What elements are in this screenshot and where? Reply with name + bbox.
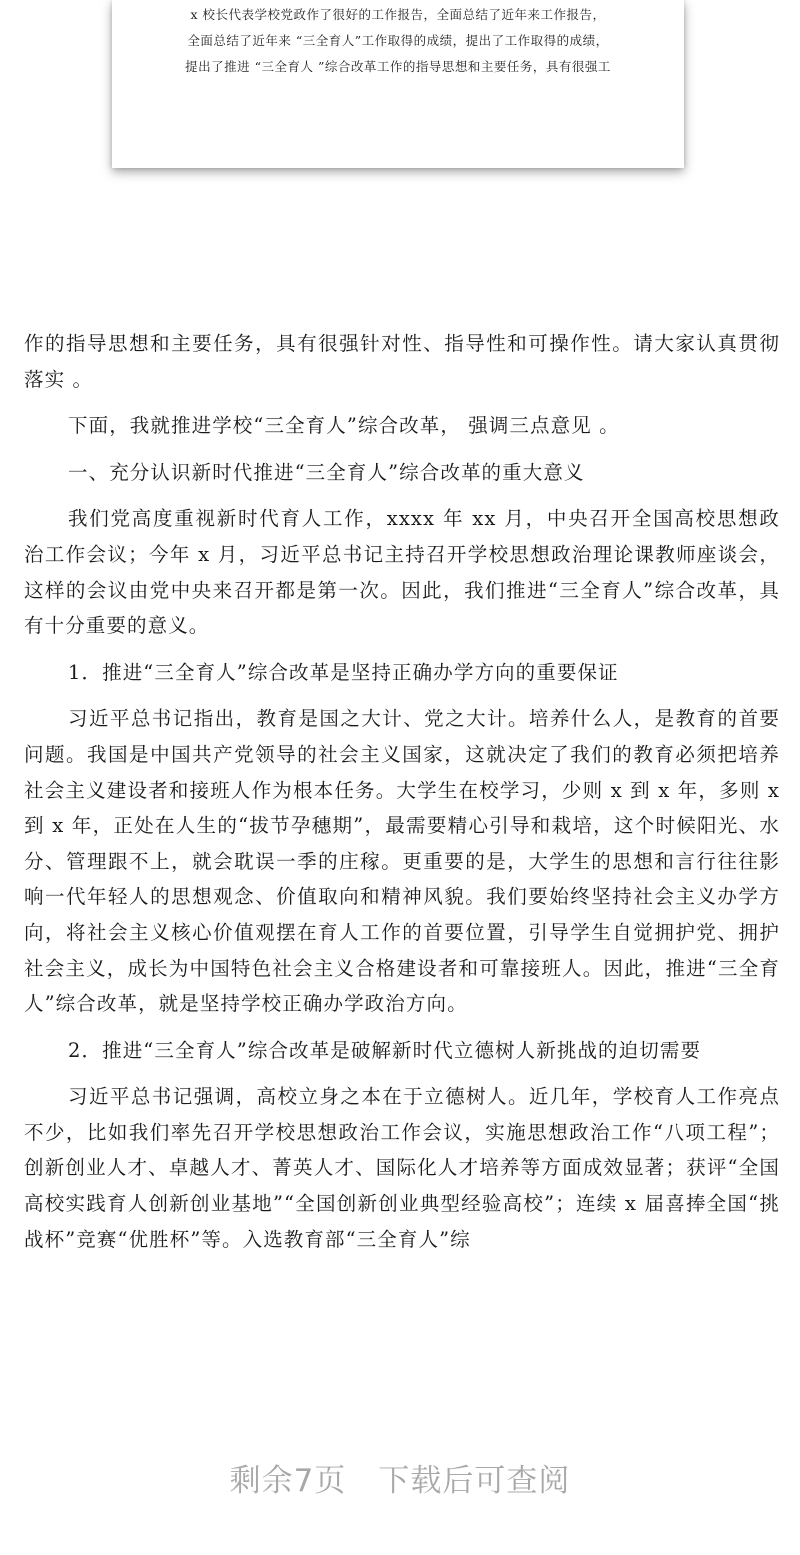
paragraph: 作的指导思想和主要任务，具有很强针对性、指导性和可操作性。请大家认真贯彻落实 。 — [24, 332, 780, 391]
subsection-heading: 1．推进“三全育人”综合改革是坚持正确办学方向的重要保证 — [68, 660, 619, 684]
paragraph: 习近平总书记指出，教育是国之大计、党之大计。培养什么人，是教育的首要问题。我国是中国共产党领导的社会主义国家，这就决定了我们的教育必须把培养社会主义建设者和接班人作为根本任务。大学生在校学习，少则 x 到 x 年，多则 x 到 x 年，正处在人生的“拔节孕穗期”，最需要精心引导和栽培，这个时候阳光、水分、管理跟不上，就会耽误一季的庄稼。更重要的是，大学生的思想和言行往往影响一代年轻人的思想观念、价值取向和精神风貌。我们要始终坚持社会主义办学方向，将社会主义核心价值观摆在育人工作的首要位置，引导学生自觉拥护党、拥护社会主义，成长为中国特色社会主义合格建设者和可靠接班人。因此，推进“三全育人”综合改革，就是坚持学校正确办学政治方向。 — [24, 707, 780, 1016]
paragraph: 下面，我就推进学校“三全育人”综合改革， 强调三点意见 。 — [68, 414, 620, 438]
preview-line: 提出了推进 “三全育人 ”综合改革工作的指导思想和主要任务，具有很强工 — [185, 59, 611, 74]
paragraph: 我们党高度重视新时代育人工作，xxxx 年 xx 月，中央召开全国高校思想政治工作会议；今年 x 月，习近平总书记主持召开学校思想政治理论课教师座谈会，这样的会议由党中央来召开都是第一次。因此，我们推进“三全育人”综合改革，具有十分重要的意义。 — [24, 507, 780, 638]
section-heading: 一、充分认识新时代推进“三全育人”综合改革的重大意义 — [68, 460, 585, 484]
preview-line: x 校长代表学校党政作了很好的工作报告，全面总结了近年来工作报告， — [190, 7, 606, 22]
previous-page-preview — [112, 0, 684, 168]
paragraph: 习近平总书记强调，高校立身之本在于立德树人。近几年，学校育人工作亮点不少，比如我们率先召开学校思想政治工作会议，实施思想政治工作“八项工程”；创新创业人才、卓越人才、菁英人才、国际化人才培养等方面成效显著；获评“全国高校实践育人创新创业基地”“全国创新创业典型经验高校”；连续 x 届喜捧全国“挑战杯”竞赛“优胜杯”等。入选教育部“三全育人”综 — [24, 1085, 780, 1251]
subsection-heading: 2．推进“三全育人”综合改革是破解新时代立德树人新挑战的迫切需要 — [68, 1038, 702, 1062]
preview-line: 全面总结了近年来 “三全育人”工作取得的成绩，提出了工作取得的成绩， — [187, 33, 609, 48]
document-body — [24, 326, 780, 1257]
download-hint: 下载后可查阅 — [378, 1463, 571, 1499]
remaining-pages-banner[interactable] — [0, 1455, 800, 1500]
remaining-pages-count: 剩余7页 — [229, 1463, 347, 1499]
